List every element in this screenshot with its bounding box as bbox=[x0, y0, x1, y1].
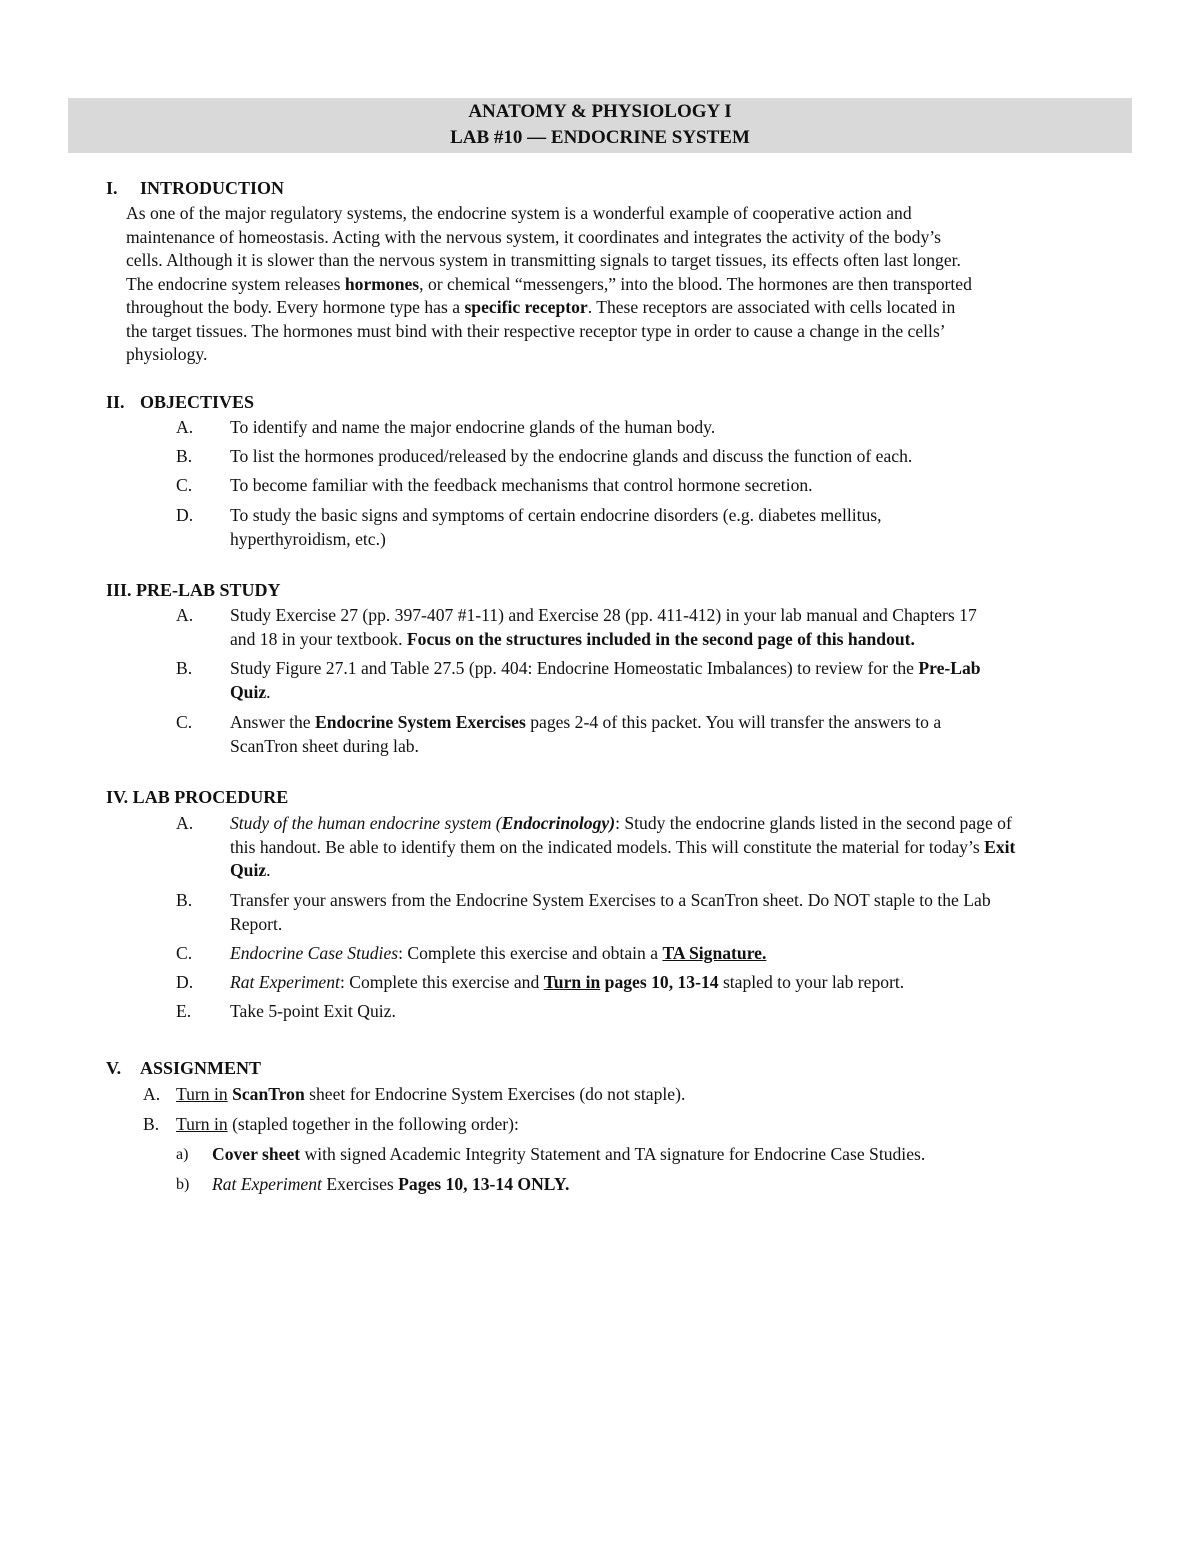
section-number: II. bbox=[106, 392, 125, 412]
item-text bbox=[230, 711, 941, 758]
item-label: C. bbox=[176, 712, 193, 732]
text-run: Answer the bbox=[230, 712, 316, 732]
section-heading-assignment bbox=[106, 1058, 261, 1079]
paragraph-line: As one of the major regulatory systems, the endocrine system is a wonderful example of cooperative action and bbox=[126, 203, 912, 223]
section-title: OBJECTIVES bbox=[140, 392, 255, 412]
text-run: (stapled together in the following order): bbox=[227, 1114, 519, 1134]
item-text bbox=[230, 604, 977, 651]
item-label: B. bbox=[143, 1114, 160, 1134]
section-heading-introduction bbox=[106, 178, 284, 199]
text-run: pages 2-4 of this packet. You will transfer the answers to a bbox=[525, 712, 942, 732]
item-text bbox=[212, 1173, 569, 1197]
item-label: b) bbox=[176, 1176, 190, 1193]
item-label: B. bbox=[176, 658, 193, 678]
emphasis-text: Endocrine System Exercises bbox=[315, 712, 526, 732]
text-run: : Complete this exercise and obtain a bbox=[398, 943, 663, 963]
text-run: Exercises bbox=[321, 1174, 399, 1194]
italic-text: Rat Experiment bbox=[212, 1174, 322, 1194]
section-title: INTRODUCTION bbox=[140, 178, 285, 198]
text-run: . bbox=[266, 860, 271, 880]
item-label: C. bbox=[176, 475, 193, 495]
text-run: . These receptors are associated with cells located in bbox=[587, 297, 956, 317]
text-run: sheet for Endocrine System Exercises (do not staple). bbox=[304, 1084, 686, 1104]
item-text bbox=[212, 1143, 925, 1167]
turn-in-text: Turn in bbox=[543, 972, 601, 992]
text-line bbox=[230, 836, 1015, 860]
item-text bbox=[230, 889, 991, 936]
text-line: hyperthyroidism, etc.) bbox=[230, 528, 386, 549]
text-line bbox=[230, 681, 981, 705]
emphasis-text: Focus on the structures included in the second page of this handout. bbox=[406, 628, 915, 649]
emphasis-text: ScanTron bbox=[227, 1084, 305, 1104]
section-number: I. bbox=[106, 178, 118, 198]
ta-signature-text: TA Signature. bbox=[662, 943, 767, 963]
text-line: Report. bbox=[230, 913, 283, 934]
italic-text: Endocrine Case Studies bbox=[230, 943, 399, 963]
emphasis-text: Pages 10, 13-14 ONLY. bbox=[398, 1174, 570, 1194]
item-label: A. bbox=[143, 1084, 161, 1104]
emphasis-text: pages 10, 13-14 bbox=[600, 972, 719, 992]
section-number: V. bbox=[106, 1058, 122, 1078]
course-title: ANATOMY & PHYSIOLOGY I bbox=[468, 101, 732, 122]
text-run: throughout the body. Every hormone type has a bbox=[126, 297, 465, 317]
text-line bbox=[230, 859, 1015, 883]
text-line bbox=[230, 711, 941, 735]
paragraph-line bbox=[126, 296, 1126, 320]
item-label: A. bbox=[176, 417, 194, 437]
turn-in-text: Turn in bbox=[176, 1084, 228, 1104]
paragraph-line: physiology. bbox=[126, 344, 208, 364]
term-specific-receptor: specific receptor bbox=[464, 297, 588, 317]
text-line: To study the basic signs and symptoms of certain endocrine disorders (e.g. diabetes mellitus, bbox=[230, 505, 882, 525]
item-text bbox=[230, 657, 981, 704]
paragraph-line: the target tissues. The hormones must bind with their respective receptor type in order to cause a change in the cells’ bbox=[126, 320, 946, 341]
item-label: B. bbox=[176, 446, 193, 466]
section-heading-prelab-study: III. PRE-LAB STUDY bbox=[106, 580, 281, 600]
lab-title: LAB #10 — ENDOCRINE SYSTEM bbox=[450, 127, 750, 148]
emphasis-text: Cover sheet bbox=[212, 1144, 301, 1164]
section-title: ASSIGNMENT bbox=[140, 1058, 262, 1078]
text-run: this handout. Be able to identify them on the indicated models. This will constitute the material for today’s bbox=[230, 836, 985, 857]
text-run: stapled to your lab report. bbox=[718, 972, 905, 992]
item-text bbox=[230, 812, 1015, 883]
text-run: Study Figure 27.1 and Table 27.5 (pp. 404: Endocrine Homeostatic Imbalances) to review for the bbox=[230, 658, 919, 678]
item-text bbox=[230, 971, 904, 995]
item-text: To become familiar with the feedback mechanisms that control hormone secretion. bbox=[230, 475, 813, 495]
text-run: : Study the endocrine glands listed in the second page of bbox=[615, 813, 1012, 833]
text-line: ScanTron sheet during lab. bbox=[230, 735, 419, 756]
emphasis-text: Quiz bbox=[230, 860, 267, 880]
emphasis-text: Endocrinology) bbox=[501, 813, 616, 833]
emphasis-text: Pre-Lab bbox=[918, 658, 981, 678]
item-label: B. bbox=[176, 890, 193, 910]
turn-in-text: Turn in bbox=[176, 1114, 228, 1134]
paragraph-line: maintenance of homeostasis. Acting with the nervous system, it coordinates and integrates the activity of the body’s bbox=[126, 226, 941, 247]
text-line bbox=[230, 657, 981, 681]
introduction-paragraph bbox=[126, 202, 1126, 367]
item-label: D. bbox=[176, 972, 194, 992]
text-run: . bbox=[266, 681, 271, 702]
document-title-banner bbox=[68, 98, 1132, 153]
italic-text: Rat Experiment bbox=[230, 972, 340, 992]
item-label: C. bbox=[176, 943, 193, 963]
paragraph-line bbox=[126, 273, 1126, 297]
item-text bbox=[230, 942, 766, 966]
item-label: A. bbox=[176, 605, 194, 625]
item-text: Take 5-point Exit Quiz. bbox=[230, 1001, 396, 1021]
section-heading-lab-procedure: IV. LAB PROCEDURE bbox=[106, 787, 289, 807]
text-line bbox=[230, 812, 1015, 836]
item-text bbox=[176, 1083, 685, 1107]
section-heading-objectives bbox=[106, 392, 254, 413]
text-run: and 18 in your textbook. bbox=[230, 628, 407, 649]
term-hormones: hormones bbox=[344, 273, 420, 294]
text-run: , or chemical “messengers,” into the blood. The hormones are then transported bbox=[419, 273, 972, 294]
item-text bbox=[176, 1113, 519, 1137]
emphasis-text: Exit bbox=[984, 836, 1016, 857]
item-label: D. bbox=[176, 505, 194, 525]
text-line bbox=[230, 628, 977, 652]
italic-text: Study of the human endocrine system ( bbox=[230, 813, 502, 833]
text-run: : Complete this exercise and bbox=[339, 972, 544, 992]
paragraph-line: cells. Although it is slower than the nervous system in transmitting signals to target tissues, its effects often last longer. bbox=[126, 250, 961, 270]
item-label: E. bbox=[176, 1001, 192, 1021]
item-text bbox=[230, 504, 882, 551]
text-line: Study Exercise 27 (pp. 397-407 #1-11) and Exercise 28 (pp. 411-412) in your lab manual and Chapters 17 bbox=[230, 605, 977, 625]
item-text: To list the hormones produced/released by the endocrine glands and discuss the function of each. bbox=[230, 446, 913, 466]
item-label: A. bbox=[176, 813, 194, 833]
emphasis-text: Quiz bbox=[230, 681, 267, 702]
item-text: To identify and name the major endocrine glands of the human body. bbox=[230, 417, 716, 437]
text-run: with signed Academic Integrity Statement and TA signature for Endocrine Case Studies. bbox=[300, 1144, 926, 1164]
text-line: Transfer your answers from the Endocrine System Exercises to a ScanTron sheet. Do NOT staple to the Lab bbox=[230, 890, 991, 910]
item-label: a) bbox=[176, 1146, 189, 1163]
text-run: The endocrine system releases bbox=[126, 273, 345, 294]
